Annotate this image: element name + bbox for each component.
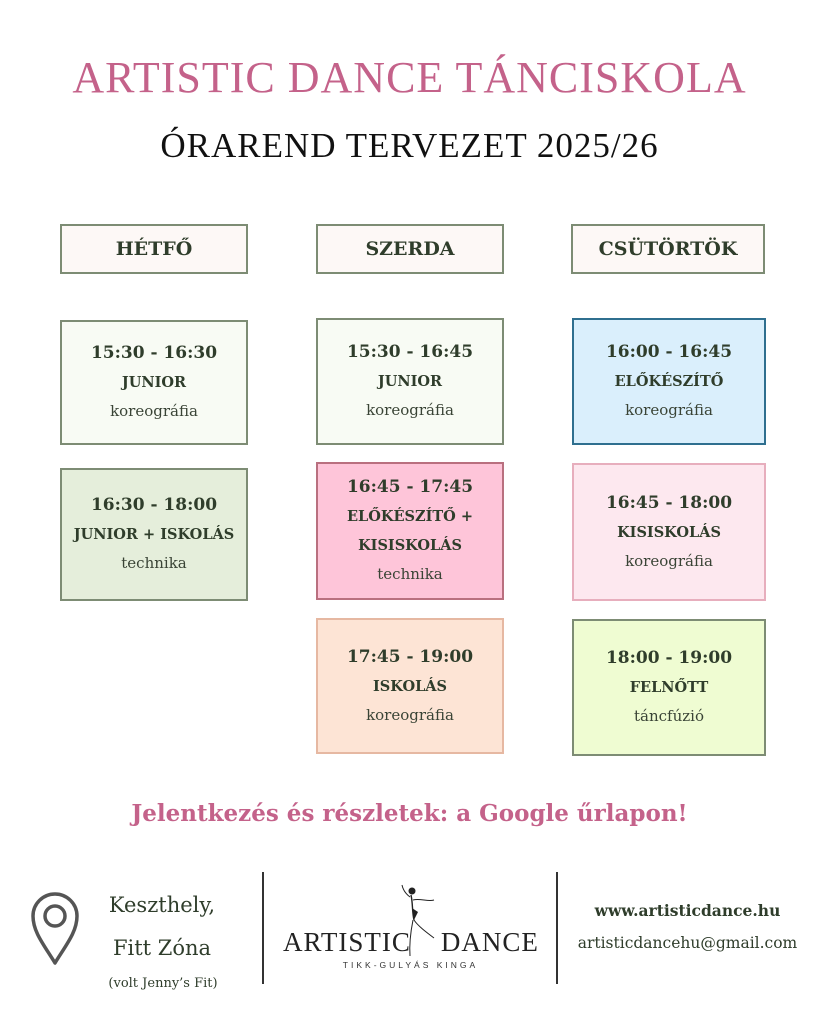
- signup-call-to-action: Jelentkezés és részletek: a Google űrlapon!: [131, 800, 688, 827]
- class-group: JUNIOR + ISKOLÁS: [73, 526, 235, 543]
- class-group: JUNIOR: [121, 374, 187, 391]
- class-card: [572, 318, 766, 445]
- class-card: [316, 318, 504, 445]
- class-time: 18:00 - 19:00: [605, 648, 733, 668]
- class-style: koreográfia: [366, 401, 454, 419]
- logo-word-right: DANCE: [440, 927, 539, 957]
- class-time: 17:45 - 19:00: [346, 646, 474, 667]
- email-link[interactable]: artisticdancehu@gmail.com: [577, 934, 798, 952]
- class-card: [572, 619, 766, 756]
- class-time: 15:30 - 16:45: [346, 342, 474, 362]
- location-pin-icon: [30, 890, 80, 966]
- class-time: 16:45 - 17:45: [346, 477, 474, 497]
- class-time: 16:30 - 18:00: [90, 495, 218, 515]
- class-card: [60, 468, 248, 601]
- day-header-wednesday: SZERDA: [316, 224, 504, 274]
- location-venue: Fitt Zóna: [112, 936, 212, 960]
- class-style: táncfúzió: [634, 707, 704, 725]
- class-style: koreográfia: [625, 401, 713, 419]
- location-city: Keszthely,: [108, 893, 216, 917]
- class-time: 16:45 - 18:00: [605, 492, 733, 513]
- class-style: koreográfia: [625, 551, 713, 570]
- class-group: ELŐKÉSZÍTŐ: [614, 373, 724, 390]
- class-group-line1: ELŐKÉSZÍTŐ +: [347, 508, 473, 525]
- school-title: ARTISTIC DANCE TÁNCISKOLA: [72, 53, 747, 102]
- day-header-monday: HÉTFŐ: [60, 224, 248, 274]
- class-group: JUNIOR: [377, 373, 443, 390]
- class-group: FELNŐTT: [629, 679, 709, 696]
- logo-owner-name: TIKK-GULYÁS KINGA: [342, 960, 479, 970]
- class-card: [572, 463, 766, 601]
- footer-divider-left: [262, 872, 264, 984]
- class-style: koreográfia: [366, 705, 454, 724]
- class-style: koreográfia: [110, 402, 198, 420]
- day-header-thursday: CSÜTÖRTÖK: [571, 224, 765, 274]
- brand-logo-text: [283, 927, 538, 958]
- class-time: 16:00 - 16:45: [605, 342, 733, 362]
- website-link[interactable]: www.artisticdance.hu: [594, 901, 781, 920]
- class-group: ISKOLÁS: [372, 677, 447, 695]
- footer-divider-right: [556, 872, 558, 984]
- schedule-subtitle: ÓRAREND TERVEZET 2025/26: [160, 126, 659, 165]
- class-group: KISISKOLÁS: [617, 523, 721, 541]
- class-style: technika: [377, 565, 443, 583]
- class-style: technika: [121, 554, 187, 572]
- class-card: [316, 618, 504, 754]
- class-card: [60, 320, 248, 445]
- class-card: [316, 462, 504, 600]
- location-note: (volt Jenny’s Fit): [108, 976, 218, 991]
- class-time: 15:30 - 16:30: [90, 343, 218, 363]
- logo-word-left: ARTISTIC: [283, 927, 411, 957]
- class-group-line2: KISISKOLÁS: [358, 537, 462, 554]
